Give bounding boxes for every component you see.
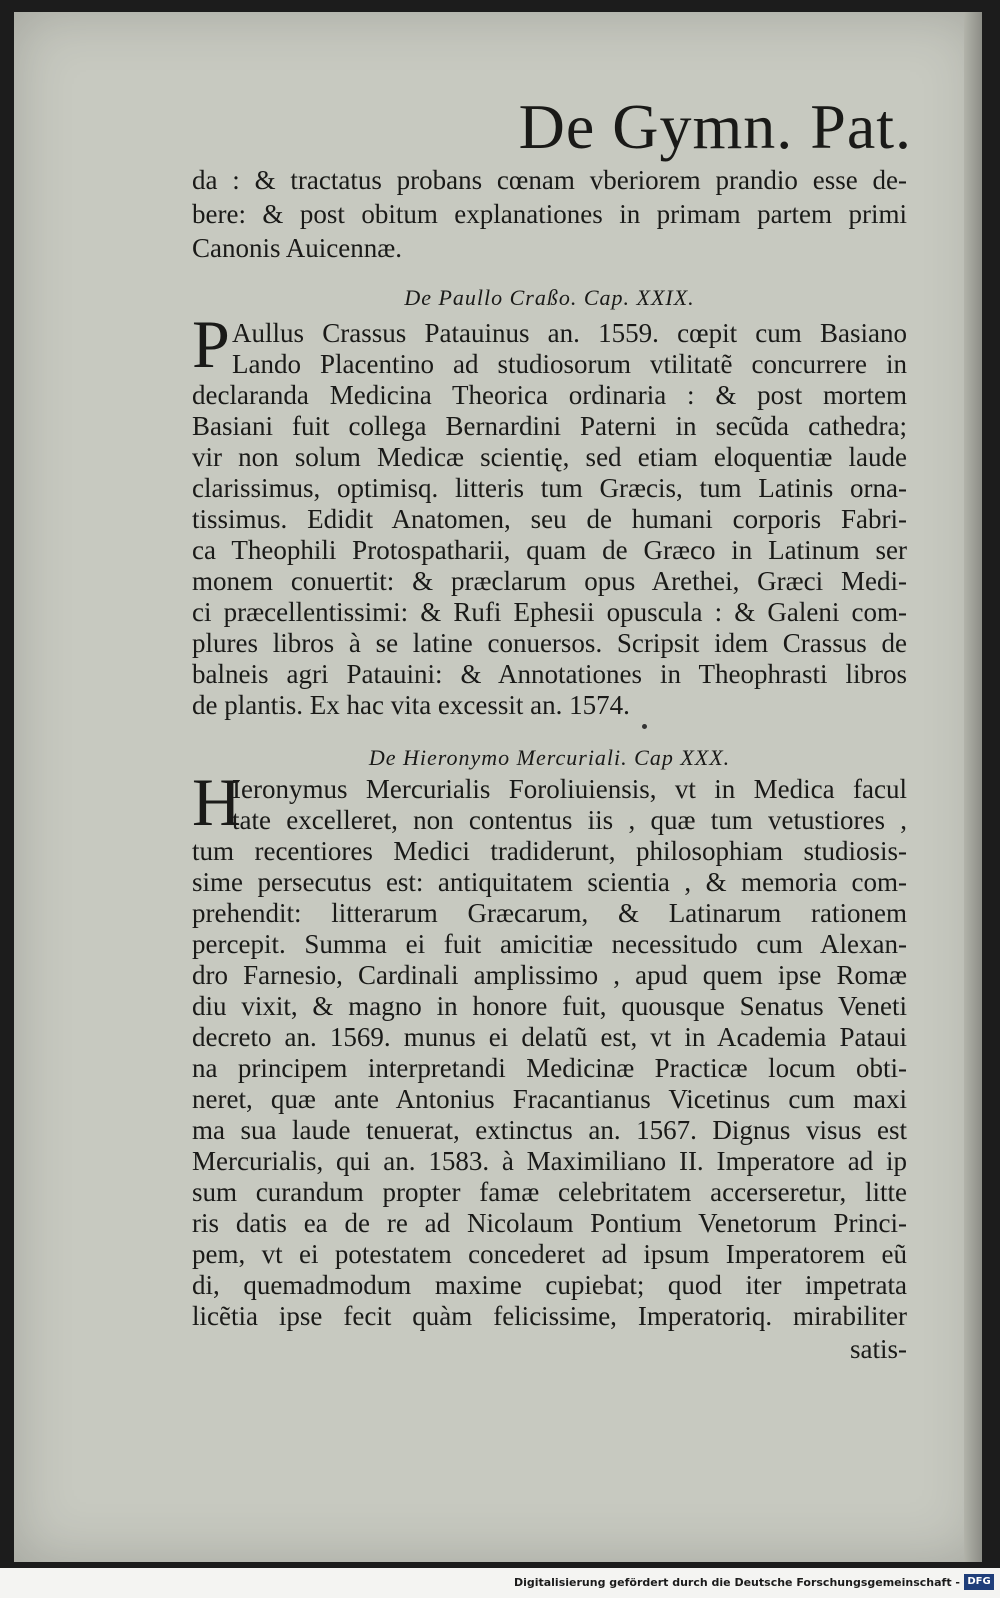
paragraph-line: plures libros à se latine conuersos. Scripsit idem Crassus de <box>192 628 907 658</box>
paragraph-line: di, quemadmodum maxime cupiebat; quod iter impetrata <box>192 1270 907 1300</box>
intro-line: da : & tractatus probans cœnam vberiorem prandio esse de- <box>192 165 907 195</box>
paragraph-line: neret, quæ ante Antonius Fracantianus Vicetinus cum maxi <box>192 1084 907 1114</box>
paragraph-line: licẽtia ipse fecit quàm felicissime, Imperatoriq. mirabiliter <box>192 1301 907 1331</box>
paragraph-line: pem, vt ei potestatem concederet ad ipsum Imperatorem eũ <box>192 1239 907 1269</box>
paragraph-line: tissimus. Edidit Anatomen, seu de humani corporis Fabri- <box>192 504 907 534</box>
paragraph-line: percepit. Summa ei fuit amicitiæ necessitudo cum Alexan- <box>192 929 907 959</box>
running-head: De Gymn. Pat. <box>518 91 912 162</box>
paragraph-line: ma sua laude tenuerat, extinctus an. 1567. Dignus visus est <box>192 1115 907 1145</box>
dfg-logo-icon: DFG <box>964 1574 994 1590</box>
paragraph-line: ci præcellentissimi: & Rufi Ephesii opuscula : & Galeni com- <box>192 597 907 627</box>
paragraph-line: Lando Placentino ad studiosorum vtilitatẽ concurrere in <box>232 349 907 379</box>
paragraph-line: Basiani fuit collega Bernardini Paterni in secũda cathedra; <box>192 411 907 441</box>
paragraph-line: de plantis. Ex hac vita excessit an. 1574. <box>192 690 630 720</box>
paragraph-line: na principem interpretandi Medicinæ Practicæ locum obti- <box>192 1053 907 1083</box>
paragraph-line: ca Theophili Protospatharii, quam de Græco in Latinum ser <box>192 535 907 565</box>
page-edge <box>964 12 982 1562</box>
paragraph-line: declaranda Medicina Theorica ordinaria : & post mortem <box>192 380 907 410</box>
chapter-heading: De Hieronymo Mercuriali. Cap XXX. <box>368 745 731 770</box>
paragraph-line: prehendit: litterarum Græcarum, & Latinarum rationem <box>192 898 907 928</box>
paragraph-line: dro Farnesio, Cardinali amplissimo , apud quem ipse Romæ <box>192 960 907 990</box>
paragraph-line: clarissimus, optimisq. litteris tum Græcis, tum Latinis orna- <box>192 473 907 503</box>
chapter-heading: De Paullo Craßo. Cap. XXIX. <box>404 285 695 310</box>
ornament-dot <box>642 724 647 729</box>
paragraph-line: Ieronymus Mercurialis Foroliuiensis, vt in Medica facul <box>232 774 907 804</box>
paragraph-line: tate excelleret, non contentus iis , quæ tum vetustiores , <box>232 805 907 835</box>
paragraph-line: sime persecutus est: antiquitatem scientia , & memoria com- <box>192 867 907 897</box>
paragraph-line: balneis agri Patauini: & Annotationes in Theophrasti libros <box>192 659 907 689</box>
drop-initial: P <box>192 306 230 382</box>
drop-initial: H <box>192 764 242 840</box>
paragraph-line: tum recentiores Medici tradiderunt, philosophiam studiosis- <box>192 836 907 866</box>
paragraph-line: vir non solum Medicæ scientię, sed etiam eloquentiæ laude <box>192 442 907 472</box>
paragraph-line: sum curandum propter famæ celebritatem accerseretur, litte <box>192 1177 907 1207</box>
footer-credit: Digitalisierung gefördert durch die Deutsche Forschungsgemeinschaft - <box>513 1576 960 1589</box>
footer-bar <box>0 1568 1000 1598</box>
intro-line: bere: & post obitum explanationes in primam partem primi <box>192 199 907 229</box>
paragraph-line: Aullus Crassus Patauinus an. 1559. cœpit cum Basiano <box>232 318 907 348</box>
paragraph-line: ris datis ea de re ad Nicolaum Pontium Venetorum Princi- <box>192 1208 907 1238</box>
paragraph-line: Mercurialis, qui an. 1583. à Maximiliano II. Imperatore ad ip <box>192 1146 907 1176</box>
book-page <box>14 12 982 1562</box>
paragraph-line: diu vixit, & magno in honore fuit, quousque Senatus Veneti <box>192 991 907 1021</box>
paragraph-line: monem conuertit: & præclarum opus Arethei, Græci Medi- <box>192 566 907 596</box>
intro-line: Canonis Auicennæ. <box>192 233 402 263</box>
catchword: satis- <box>850 1334 907 1364</box>
paragraph-line: decreto an. 1569. munus ei delatũ est, vt in Academia Pataui <box>192 1022 907 1052</box>
